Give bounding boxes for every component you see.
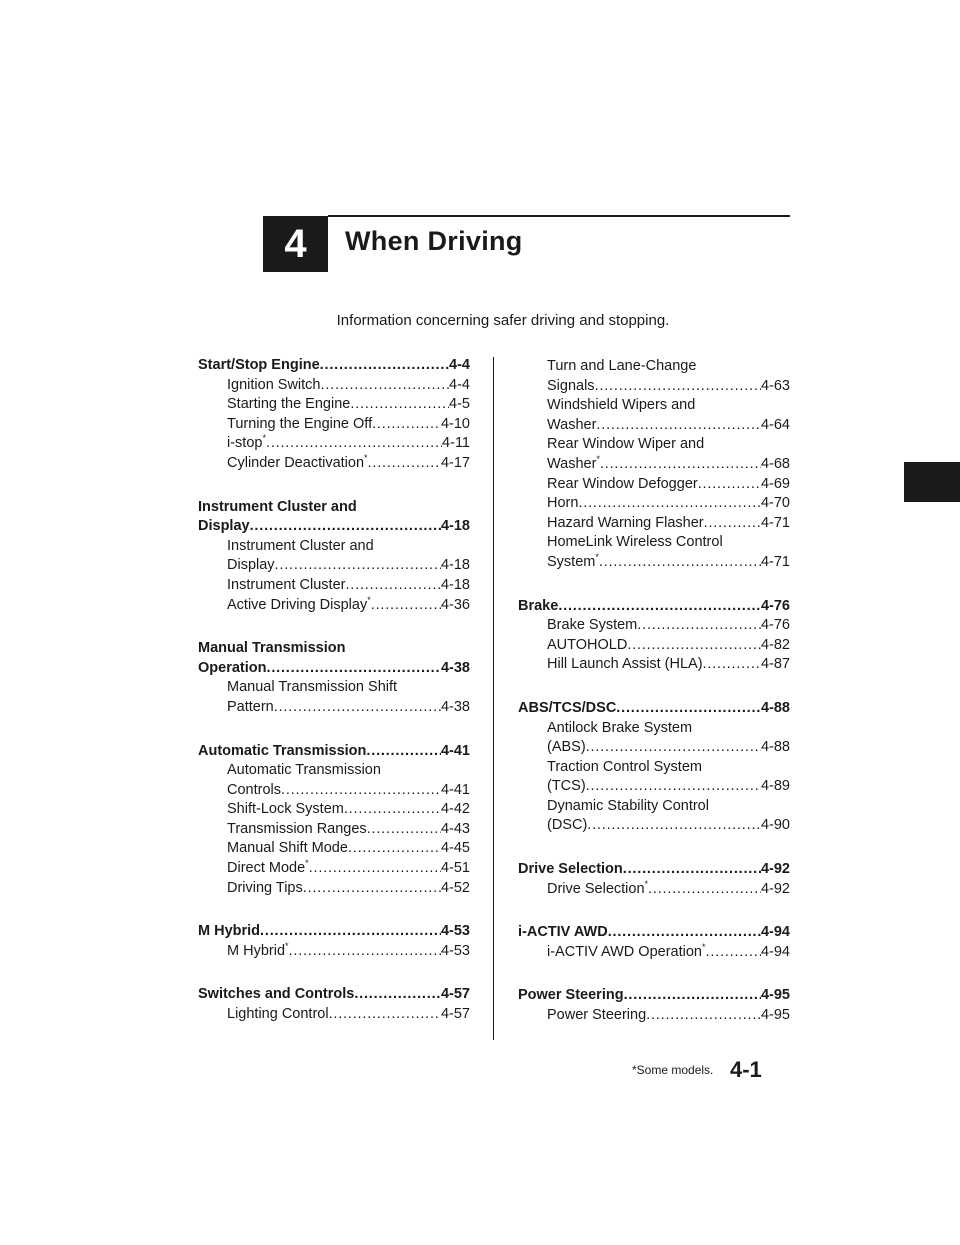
toc-section xyxy=(518,860,790,899)
toc-entry-title: Display xyxy=(227,557,275,574)
toc-entry-page: 4-41 xyxy=(440,781,470,798)
toc-entry-title: Traction Control System xyxy=(547,758,702,775)
dot-leader xyxy=(344,800,441,820)
toc-entry-title: Washer xyxy=(547,416,597,433)
toc-entry-page: 4-71 xyxy=(760,514,790,531)
chapter-intro: Information concerning safer driving and stopping. xyxy=(336,312,670,329)
dot-leader xyxy=(600,455,761,475)
toc-entry-title: Transmission Ranges xyxy=(227,820,367,837)
section-spacer xyxy=(518,899,790,923)
toc-entry-title: i-ACTIV AWD Operation* xyxy=(547,942,706,960)
toc-entry-page: 4-18 xyxy=(440,576,470,593)
dot-leader xyxy=(595,377,761,397)
footnote-asterisk: * xyxy=(305,858,309,869)
toc-section-page: 4-41 xyxy=(440,742,470,759)
toc-entry-line[interactable] xyxy=(518,377,790,397)
page-number: 4-1 xyxy=(730,1057,762,1082)
dot-leader xyxy=(623,860,761,880)
section-spacer xyxy=(198,615,470,639)
toc-entry-line[interactable] xyxy=(518,616,790,636)
column-divider xyxy=(493,357,494,1040)
footnote-asterisk: * xyxy=(364,453,368,464)
toc-entry-line[interactable] xyxy=(198,415,470,435)
dot-leader xyxy=(616,699,761,719)
toc-section xyxy=(198,498,470,616)
section-spacer xyxy=(518,573,790,597)
toc-entry-page: 4-90 xyxy=(760,817,790,834)
dot-leader xyxy=(303,879,441,899)
toc-entry-title: Pattern xyxy=(227,698,274,715)
toc-section-title: ABS/TCS/DSC xyxy=(518,699,617,716)
toc-entry-title: Signals xyxy=(547,377,595,394)
dot-leader xyxy=(703,655,761,675)
section-spacer xyxy=(518,675,790,699)
toc-entry-page: 4-36 xyxy=(440,596,470,613)
toc-entry-line[interactable] xyxy=(198,454,470,474)
toc-entry-page: 4-69 xyxy=(760,475,790,492)
toc-section xyxy=(518,986,790,1025)
toc-entry-page: 4-4 xyxy=(449,376,470,393)
dot-leader xyxy=(599,553,761,573)
toc-entry-page: 4-38 xyxy=(440,698,470,715)
footnote: *Some models. xyxy=(632,1063,714,1077)
toc-entry-title: Manual Transmission Shift xyxy=(227,679,398,696)
toc-entry-page: 4-53 xyxy=(440,942,470,959)
toc-entry-page: 4-92 xyxy=(760,880,790,897)
toc-entry-page: 4-43 xyxy=(440,820,470,837)
toc-entry-title: Starting the Engine xyxy=(227,396,351,413)
toc-entry-title: Driving Tips xyxy=(227,879,303,896)
toc-entry-title: Turning the Engine Off xyxy=(227,415,373,432)
toc-entry-title: Turn and Lane-Change xyxy=(547,358,697,374)
dot-leader xyxy=(624,986,761,1006)
toc-section xyxy=(198,639,470,717)
toc-section-line[interactable] xyxy=(518,860,790,880)
toc-entry-line[interactable] xyxy=(198,781,470,801)
dot-leader xyxy=(266,659,440,679)
toc-entry-title: Ignition Switch xyxy=(227,376,321,393)
toc-entry-title: Automatic Transmission xyxy=(227,762,381,779)
toc-entry-line[interactable] xyxy=(198,395,470,415)
footnote-asterisk: * xyxy=(285,941,289,952)
dot-leader xyxy=(627,636,761,656)
toc-section-page: 4-53 xyxy=(440,923,470,940)
dot-leader xyxy=(558,597,761,617)
toc-entry-line[interactable] xyxy=(518,553,790,573)
chapter-number-badge xyxy=(263,216,328,272)
toc-entry-line[interactable] xyxy=(518,475,790,495)
dot-leader xyxy=(274,698,441,718)
dot-leader xyxy=(289,942,441,962)
toc-entry-line[interactable] xyxy=(198,556,470,576)
toc-section-line[interactable] xyxy=(198,659,470,679)
dot-leader xyxy=(266,434,442,454)
toc-entry-page: 4-10 xyxy=(440,415,470,432)
toc-entry-title: Instrument Cluster xyxy=(227,576,346,593)
dot-leader xyxy=(704,514,761,534)
toc-section-line[interactable] xyxy=(198,356,470,376)
dot-leader xyxy=(367,820,441,840)
toc-entry-title: (DSC) xyxy=(547,817,588,834)
dot-leader xyxy=(586,738,761,758)
toc-entry-line[interactable] xyxy=(518,494,790,514)
toc-entry-line[interactable] xyxy=(198,434,470,454)
dot-leader xyxy=(250,517,441,537)
toc-entry-title: Brake System xyxy=(547,617,638,634)
toc-entry-title: i-stop* xyxy=(227,433,266,452)
toc-entry-line[interactable] xyxy=(198,839,470,859)
toc-entry-page: 4-95 xyxy=(760,1007,790,1024)
toc-entry-page: 4-51 xyxy=(440,860,470,877)
toc-entry-page: 4-76 xyxy=(760,617,790,634)
dot-leader xyxy=(348,839,441,859)
toc-entry-title: AUTOHOLD xyxy=(547,636,628,653)
dot-leader xyxy=(350,395,449,415)
toc-section-title: Start/Stop Engine xyxy=(198,357,320,373)
toc-entry-page: 4-57 xyxy=(440,1006,470,1023)
toc-section-line[interactable] xyxy=(198,742,470,762)
toc-entry-line[interactable] xyxy=(518,416,790,436)
toc-entry-line[interactable] xyxy=(518,777,790,797)
toc-left-column xyxy=(198,356,470,1025)
toc-entry-page: 4-87 xyxy=(760,656,790,673)
footnote-asterisk: * xyxy=(595,552,599,563)
toc-section-line[interactable] xyxy=(518,699,790,719)
toc-entry-title: Cylinder Deactivation* xyxy=(227,453,368,471)
toc-entry-title: System* xyxy=(547,552,599,570)
toc-entry-page: 4-52 xyxy=(440,879,470,896)
section-spacer xyxy=(198,961,470,985)
dot-leader xyxy=(309,859,441,879)
toc-section-page: 4-94 xyxy=(760,924,790,941)
toc-section-title: M Hybrid xyxy=(198,923,261,940)
toc-entry-title: Washer* xyxy=(547,454,600,472)
toc-section-line[interactable] xyxy=(518,597,790,617)
toc-entry-line[interactable] xyxy=(518,455,790,475)
dot-leader xyxy=(320,356,449,376)
toc-section-title: Switches and Controls xyxy=(198,986,355,1003)
toc-entry-line[interactable] xyxy=(198,942,470,962)
toc-entry-title: Antilock Brake System xyxy=(547,719,693,736)
toc-entry-title: Direct Mode* xyxy=(227,858,309,877)
toc-entry-page: 4-18 xyxy=(440,557,470,574)
toc-section xyxy=(198,356,470,474)
toc-entry-page: 4-64 xyxy=(760,416,790,433)
toc-entry-line[interactable] xyxy=(518,816,790,836)
toc-entry-page: 4-71 xyxy=(760,553,790,570)
chapter-side-tab xyxy=(904,462,960,502)
footnote-asterisk: * xyxy=(701,942,706,953)
toc-entry-page: 4-68 xyxy=(760,455,790,472)
toc-section xyxy=(518,699,790,836)
toc-entry-line[interactable] xyxy=(198,800,470,820)
toc-entry-page: 4-70 xyxy=(760,495,790,512)
toc-section-line[interactable] xyxy=(518,923,790,943)
toc-entry-title: (TCS) xyxy=(547,778,586,795)
toc-entry-title: Rear Window Defogger xyxy=(547,475,698,492)
dot-leader xyxy=(366,742,441,762)
toc-right-column xyxy=(518,357,790,1026)
toc-entry-line[interactable] xyxy=(198,596,470,616)
dot-leader xyxy=(698,475,761,495)
toc-section-line[interactable] xyxy=(198,517,470,537)
toc-section-page: 4-4 xyxy=(449,357,470,373)
toc-entry-title: Rear Window Wiper and xyxy=(547,436,705,453)
dot-leader xyxy=(372,415,441,435)
dot-leader xyxy=(354,985,441,1005)
toc-section-title: Drive Selection xyxy=(518,861,623,878)
toc-section-page: 4-95 xyxy=(760,987,790,1004)
dot-leader xyxy=(329,1005,441,1025)
toc-entry-page: 4-89 xyxy=(760,778,790,795)
toc-entry-line[interactable] xyxy=(518,655,790,675)
toc-entry-line[interactable] xyxy=(518,514,790,534)
toc-section-page: 4-88 xyxy=(760,699,790,716)
chapter-title: When Driving xyxy=(345,226,523,256)
toc-entry-line[interactable] xyxy=(198,820,470,840)
dot-leader xyxy=(345,576,441,596)
toc-section-title: Operation xyxy=(198,659,267,676)
toc-section-line[interactable] xyxy=(198,985,470,1005)
toc-entry-page: 4-17 xyxy=(440,454,470,471)
toc-section-title: Brake xyxy=(518,597,559,614)
footnote-asterisk: * xyxy=(367,594,371,605)
toc-section xyxy=(198,922,470,961)
dot-leader xyxy=(275,556,441,576)
toc-section-page: 4-38 xyxy=(440,659,470,676)
toc-entry-line[interactable] xyxy=(518,880,790,900)
toc-entry-line[interactable] xyxy=(518,943,790,963)
dot-leader xyxy=(586,777,761,797)
toc-entry-line[interactable] xyxy=(518,1006,790,1026)
toc-entry-title: Drive Selection* xyxy=(547,878,649,897)
footnote-asterisk: * xyxy=(596,454,600,465)
footnote-asterisk: * xyxy=(262,433,266,444)
section-spacer xyxy=(198,718,470,742)
toc-entry-title: Instrument Cluster and xyxy=(227,537,374,554)
toc-entry-title: Horn xyxy=(547,495,579,512)
toc-section-page: 4-18 xyxy=(440,518,470,535)
dot-leader xyxy=(281,781,441,801)
toc-section-title: Manual Transmission xyxy=(198,640,346,657)
toc-section-page: 4-57 xyxy=(440,986,470,1003)
toc-entry-line[interactable] xyxy=(198,576,470,596)
toc-section-page: 4-76 xyxy=(760,597,790,614)
toc-entry-line[interactable] xyxy=(198,698,470,718)
toc-entry-title: (ABS) xyxy=(547,739,586,756)
toc-entry-title: HomeLink Wireless Control xyxy=(547,534,723,551)
dot-leader xyxy=(321,376,450,396)
toc-section xyxy=(518,923,790,962)
toc-entry-line[interactable] xyxy=(518,738,790,758)
section-spacer xyxy=(518,962,790,986)
toc-section-line[interactable] xyxy=(198,922,470,942)
toc-entry-title: Hill Launch Assist (HLA) xyxy=(547,656,703,673)
toc-section xyxy=(518,597,790,675)
dot-leader xyxy=(371,596,441,616)
dot-leader xyxy=(596,416,761,436)
dot-leader xyxy=(646,1006,761,1026)
toc-entry-title: Windshield Wipers and xyxy=(547,397,696,414)
chapter-title-rule xyxy=(328,215,790,217)
toc-entry-title: Dynamic Stability Control xyxy=(547,797,709,814)
toc-entry-title: Active Driving Display* xyxy=(227,594,371,613)
toc-entry-line[interactable] xyxy=(518,636,790,656)
toc-entry-title: Power Steering xyxy=(547,1007,647,1024)
toc-section-title: Automatic Transmission xyxy=(198,742,367,759)
toc-section-title: Power Steering xyxy=(518,987,624,1004)
toc-entry-line[interactable] xyxy=(198,859,470,879)
chapter-number: 4 xyxy=(284,221,307,266)
toc-entry-line[interactable] xyxy=(198,879,470,899)
toc-section-title: i-ACTIV AWD xyxy=(518,924,608,941)
toc-entry-page: 4-94 xyxy=(760,943,790,960)
dot-leader xyxy=(648,880,761,900)
section-spacer xyxy=(518,836,790,860)
dot-leader xyxy=(608,923,761,943)
toc-entry-title: M Hybrid* xyxy=(227,941,289,959)
toc-section xyxy=(198,985,470,1024)
toc-entry-title: Shift-Lock System xyxy=(227,801,344,818)
toc-section xyxy=(198,742,470,899)
toc-entry-title: Lighting Control xyxy=(227,1006,329,1023)
toc-entry-line[interactable] xyxy=(198,376,470,396)
toc-entry-page: 4-5 xyxy=(449,396,470,413)
toc-entry-page: 4-88 xyxy=(760,739,790,756)
dot-leader xyxy=(637,616,761,636)
toc-entry-page: 4-42 xyxy=(440,801,470,818)
footnote-asterisk: * xyxy=(644,878,649,889)
dot-leader xyxy=(587,816,761,836)
dot-leader xyxy=(578,494,761,514)
toc-entry-page: 4-11 xyxy=(442,435,470,452)
toc-section-page: 4-92 xyxy=(760,861,790,878)
section-spacer xyxy=(198,898,470,922)
dot-leader xyxy=(706,943,761,963)
dot-leader xyxy=(260,922,441,942)
toc-section xyxy=(518,357,790,573)
toc-entry-page: 4-63 xyxy=(760,377,790,394)
dot-leader xyxy=(368,454,441,474)
toc-entry-title: Manual Shift Mode xyxy=(227,840,348,857)
section-spacer xyxy=(198,474,470,498)
toc-section-line[interactable] xyxy=(518,986,790,1006)
toc-section-title: Display xyxy=(198,518,250,535)
toc-entry-title: Hazard Warning Flasher xyxy=(547,514,704,531)
toc-entry-title: Controls xyxy=(227,781,281,798)
toc-section-title: Instrument Cluster and xyxy=(198,498,357,515)
toc-entry-line[interactable] xyxy=(198,1005,470,1025)
toc-entry-page: 4-45 xyxy=(440,840,470,857)
toc-entry-page: 4-82 xyxy=(760,636,790,653)
